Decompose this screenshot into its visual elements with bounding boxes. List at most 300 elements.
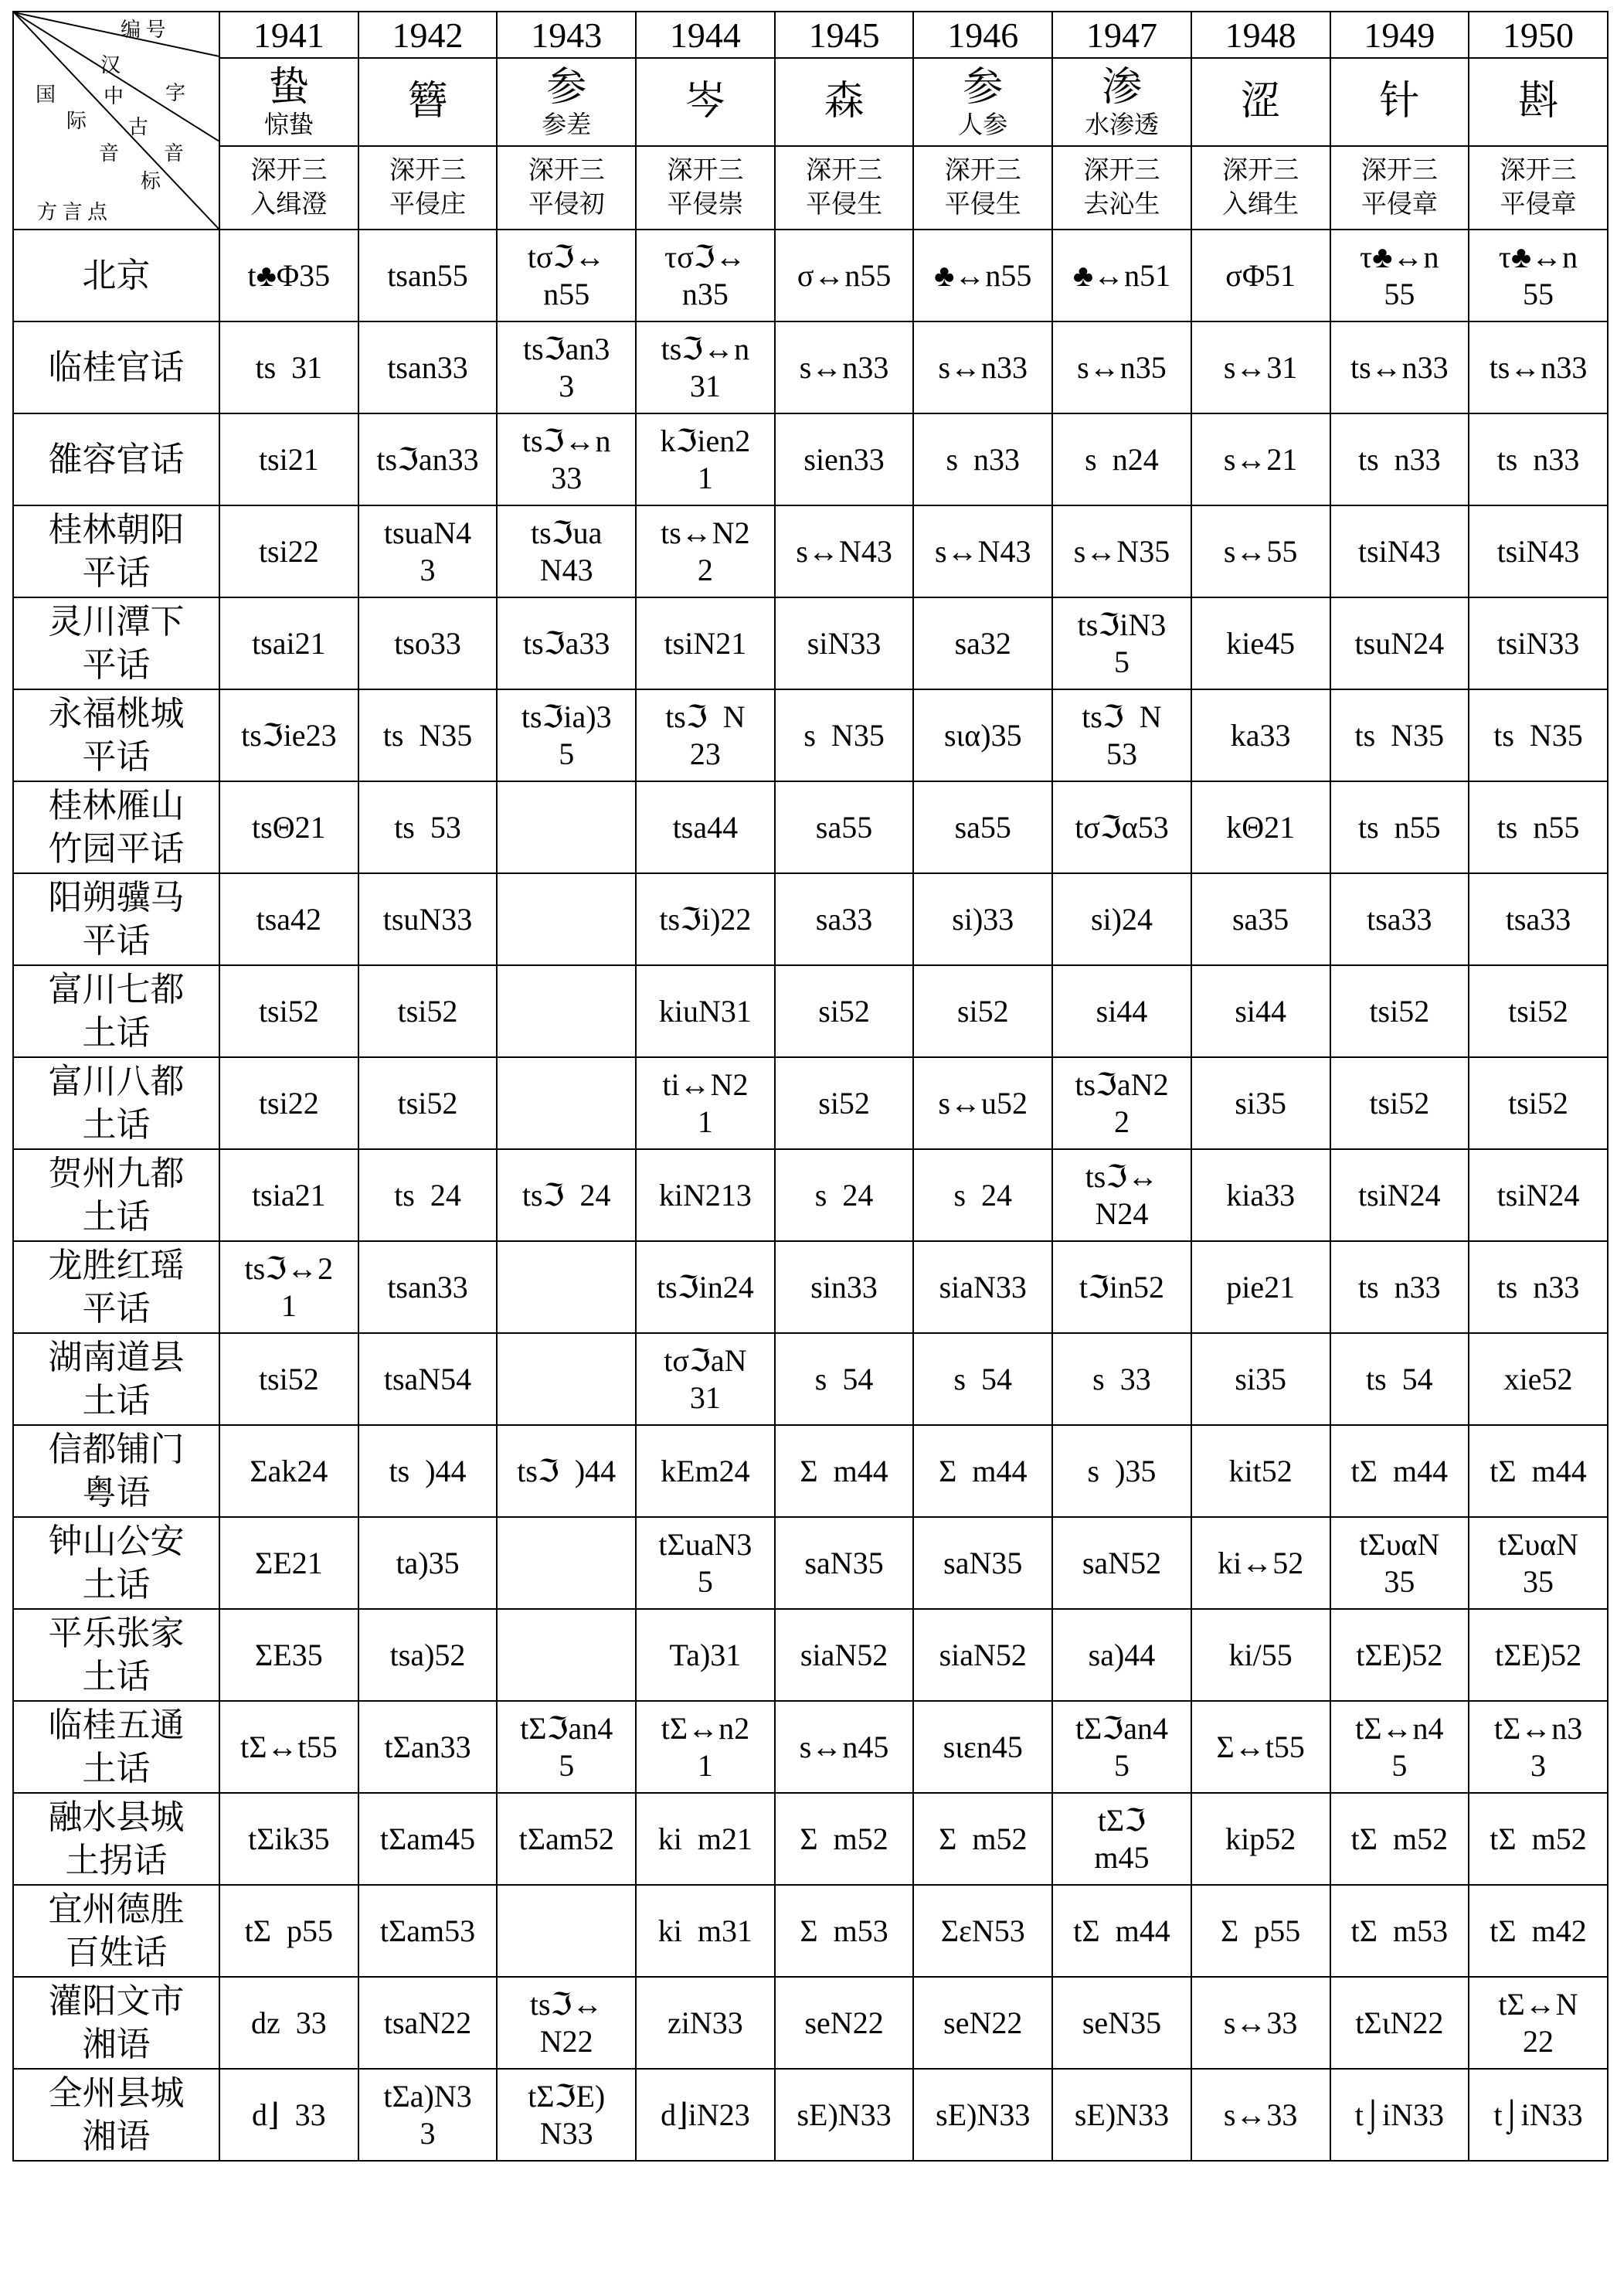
pronunciation-cell: tsi52 bbox=[1469, 965, 1608, 1057]
pronunciation-cell: ts n33 bbox=[1330, 1241, 1469, 1333]
character: 涩 bbox=[1240, 80, 1281, 124]
pronunciation-cell: kEm24 bbox=[636, 1425, 775, 1517]
pronunciation-cell: ts n33 bbox=[1469, 413, 1608, 505]
corner-label-yin-right: 音 bbox=[164, 142, 185, 165]
column-character bbox=[1052, 58, 1191, 146]
header-char-row bbox=[13, 58, 1608, 146]
pronunciation-cell: s↔33 bbox=[1191, 1977, 1330, 2069]
example-word: 水渗透 bbox=[1084, 111, 1159, 138]
pronunciation-cell: si52 bbox=[775, 1057, 914, 1149]
pronunciation-cell: Σ m44 bbox=[913, 1425, 1052, 1517]
pronunciation-cell: tsℑ 24 bbox=[497, 1149, 636, 1241]
pronunciation-cell: tΣ m44 bbox=[1052, 1885, 1191, 1977]
pronunciation-cell: si35 bbox=[1191, 1057, 1330, 1149]
dialect-location: 桂林朝阳 平话 bbox=[13, 505, 219, 597]
pronunciation-cell: τ♣↔n 55 bbox=[1469, 230, 1608, 321]
pronunciation-cell: tsi52 bbox=[1330, 1057, 1469, 1149]
pronunciation-cell: tsi52 bbox=[1330, 965, 1469, 1057]
pronunciation-cell: s↔31 bbox=[1191, 321, 1330, 413]
pronunciation-cell: kiN213 bbox=[636, 1149, 775, 1241]
dialect-location: 平乐张家 土话 bbox=[13, 1609, 219, 1701]
pronunciation-cell: tΣℑan4 5 bbox=[497, 1701, 636, 1793]
column-character bbox=[913, 58, 1052, 146]
pronunciation-cell: tsℑia)3 5 bbox=[497, 689, 636, 781]
corner-label-zi: 字 bbox=[165, 82, 186, 104]
dialect-location: 临桂官话 bbox=[13, 321, 219, 413]
table-row bbox=[13, 1701, 1608, 1793]
dialect-location: 雒容官话 bbox=[13, 413, 219, 505]
dialect-table bbox=[12, 11, 1609, 2162]
middle-chinese-position: 深开三 平侵崇 bbox=[636, 146, 775, 230]
pronunciation-cell: tsℑan3 3 bbox=[497, 321, 636, 413]
character: 参 bbox=[546, 66, 587, 110]
table-row bbox=[13, 597, 1608, 689]
pronunciation-cell: tΣ↔N 22 bbox=[1469, 1977, 1608, 2069]
pronunciation-cell: tℑin52 bbox=[1052, 1241, 1191, 1333]
pronunciation-cell: kie45 bbox=[1191, 597, 1330, 689]
table-row bbox=[13, 2069, 1608, 2161]
character: 蛰 bbox=[268, 66, 309, 110]
middle-chinese-position: 深开三 平侵生 bbox=[775, 146, 914, 230]
middle-chinese-position: 深开三 入缉生 bbox=[1191, 146, 1330, 230]
pronunciation-cell: tsan55 bbox=[358, 230, 498, 321]
pronunciation-cell: ts n33 bbox=[1330, 413, 1469, 505]
table-row bbox=[13, 321, 1608, 413]
column-character bbox=[1330, 58, 1469, 146]
pronunciation-cell: σΦ51 bbox=[1191, 230, 1330, 321]
dialect-location: 龙胜红瑶 平话 bbox=[13, 1241, 219, 1333]
pronunciation-cell: tΣℑE) N33 bbox=[497, 2069, 636, 2161]
middle-chinese-position: 深开三 入缉澄 bbox=[219, 146, 358, 230]
pronunciation-cell: tsiN33 bbox=[1469, 597, 1608, 689]
pronunciation-cell: tsai21 bbox=[219, 597, 358, 689]
pronunciation-cell: ♣↔n55 bbox=[913, 230, 1052, 321]
pronunciation-cell: s 54 bbox=[775, 1333, 914, 1425]
dialect-location: 灌阳文市 湘语 bbox=[13, 1977, 219, 2069]
column-number: 1944 bbox=[636, 12, 775, 58]
pronunciation-cell bbox=[497, 1241, 636, 1333]
pronunciation-cell: tΣE)52 bbox=[1469, 1609, 1608, 1701]
pronunciation-cell: sE)N33 bbox=[913, 2069, 1052, 2161]
pronunciation-cell: tsi52 bbox=[1469, 1057, 1608, 1149]
corner-label-ji: 际 bbox=[66, 110, 87, 132]
pronunciation-cell: tΣ↔n4 5 bbox=[1330, 1701, 1469, 1793]
corner-label-guo: 国 bbox=[36, 83, 56, 106]
pronunciation-cell: Σak24 bbox=[219, 1425, 358, 1517]
pronunciation-cell: tσℑaN 31 bbox=[636, 1333, 775, 1425]
pronunciation-cell: tsiN24 bbox=[1330, 1149, 1469, 1241]
pronunciation-cell: tsℑa33 bbox=[497, 597, 636, 689]
pronunciation-cell: ΣE35 bbox=[219, 1609, 358, 1701]
corner-header bbox=[13, 12, 219, 230]
pronunciation-cell: si52 bbox=[913, 965, 1052, 1057]
pronunciation-cell: tΣ↔t55 bbox=[219, 1701, 358, 1793]
pronunciation-cell: si)33 bbox=[913, 873, 1052, 965]
column-number: 1943 bbox=[497, 12, 636, 58]
pronunciation-cell: saN35 bbox=[775, 1517, 914, 1609]
example-word: 人参 bbox=[958, 111, 1008, 138]
pronunciation-cell: s↔N43 bbox=[775, 505, 914, 597]
pronunciation-cell: ki↔52 bbox=[1191, 1517, 1330, 1609]
column-number: 1948 bbox=[1191, 12, 1330, 58]
pronunciation-cell: tΣυαN 35 bbox=[1469, 1517, 1608, 1609]
pronunciation-cell: tsa33 bbox=[1469, 873, 1608, 965]
pronunciation-cell: tsℑ↔n 33 bbox=[497, 413, 636, 505]
column-character bbox=[219, 58, 358, 146]
character: 岑 bbox=[685, 80, 725, 124]
pronunciation-cell: saN35 bbox=[913, 1517, 1052, 1609]
pronunciation-cell: d⌋iN23 bbox=[636, 2069, 775, 2161]
character: 参 bbox=[963, 66, 1004, 110]
pronunciation-cell: tsuN33 bbox=[358, 873, 498, 965]
pronunciation-cell: sa55 bbox=[913, 781, 1052, 873]
pronunciation-cell: ts 31 bbox=[219, 321, 358, 413]
pronunciation-cell bbox=[497, 873, 636, 965]
pronunciation-cell: seN22 bbox=[775, 1977, 914, 2069]
pronunciation-cell: Σ m52 bbox=[775, 1793, 914, 1885]
dialect-location: 宜州德胜 百姓话 bbox=[13, 1885, 219, 1977]
pronunciation-cell: ts N35 bbox=[1330, 689, 1469, 781]
pronunciation-cell: tsℑ↔ N24 bbox=[1052, 1149, 1191, 1241]
table-row bbox=[13, 1609, 1608, 1701]
pronunciation-cell: ts N35 bbox=[358, 689, 498, 781]
pronunciation-cell: s 24 bbox=[913, 1149, 1052, 1241]
pronunciation-cell: tΣuaN3 5 bbox=[636, 1517, 775, 1609]
pronunciation-cell bbox=[497, 1885, 636, 1977]
pronunciation-cell: tsiN24 bbox=[1469, 1149, 1608, 1241]
pronunciation-cell: tΣ↔n2 1 bbox=[636, 1701, 775, 1793]
dialect-location: 贺州九都 土话 bbox=[13, 1149, 219, 1241]
pronunciation-cell: ki m21 bbox=[636, 1793, 775, 1885]
pronunciation-cell: ts n33 bbox=[1469, 1241, 1608, 1333]
pronunciation-cell: ts n55 bbox=[1330, 781, 1469, 873]
pronunciation-cell: siaN52 bbox=[775, 1609, 914, 1701]
pronunciation-cell: t⌡iN33 bbox=[1469, 2069, 1608, 2161]
pronunciation-cell: tΣυαN 35 bbox=[1330, 1517, 1469, 1609]
pronunciation-cell: ti↔N2 1 bbox=[636, 1057, 775, 1149]
pronunciation-cell: kia33 bbox=[1191, 1149, 1330, 1241]
pronunciation-cell: tsℑua N43 bbox=[497, 505, 636, 597]
pronunciation-cell: tsℑie23 bbox=[219, 689, 358, 781]
pronunciation-cell: tsuaN4 3 bbox=[358, 505, 498, 597]
pronunciation-cell: sια)35 bbox=[913, 689, 1052, 781]
pronunciation-cell: s 33 bbox=[1052, 1333, 1191, 1425]
pronunciation-cell: tsaN54 bbox=[358, 1333, 498, 1425]
pronunciation-cell: τ♣↔n 55 bbox=[1330, 230, 1469, 321]
pronunciation-cell: tsℑ )44 bbox=[497, 1425, 636, 1517]
dialect-location: 桂林雁山 竹园平话 bbox=[13, 781, 219, 873]
pronunciation-cell: tΣa)N3 3 bbox=[358, 2069, 498, 2161]
table-row bbox=[13, 505, 1608, 597]
pronunciation-cell: si35 bbox=[1191, 1333, 1330, 1425]
pronunciation-cell: Σ↔t55 bbox=[1191, 1701, 1330, 1793]
pronunciation-cell: tΣan33 bbox=[358, 1701, 498, 1793]
pronunciation-cell: s↔21 bbox=[1191, 413, 1330, 505]
dialect-location: 富川八都 土话 bbox=[13, 1057, 219, 1149]
pronunciation-cell: ts↔N2 2 bbox=[636, 505, 775, 597]
example-word: 参差 bbox=[542, 111, 592, 138]
column-character bbox=[497, 58, 636, 146]
pronunciation-cell: s )35 bbox=[1052, 1425, 1191, 1517]
pronunciation-cell: tΣ m44 bbox=[1330, 1425, 1469, 1517]
pronunciation-cell: tsiN21 bbox=[636, 597, 775, 689]
pronunciation-cell: sE)N33 bbox=[775, 2069, 914, 2161]
pronunciation-cell: ts 24 bbox=[358, 1149, 498, 1241]
pronunciation-cell: ΣE21 bbox=[219, 1517, 358, 1609]
table-row bbox=[13, 965, 1608, 1057]
pronunciation-cell: ki m31 bbox=[636, 1885, 775, 1977]
pronunciation-cell: d⌋ 33 bbox=[219, 2069, 358, 2161]
pronunciation-cell: ki/55 bbox=[1191, 1609, 1330, 1701]
pronunciation-cell: saN52 bbox=[1052, 1517, 1191, 1609]
pronunciation-cell: tsi22 bbox=[219, 505, 358, 597]
middle-chinese-position: 深开三 去沁生 bbox=[1052, 146, 1191, 230]
pronunciation-cell: tsan33 bbox=[358, 1241, 498, 1333]
pronunciation-cell: ta)35 bbox=[358, 1517, 498, 1609]
pronunciation-cell: sin33 bbox=[775, 1241, 914, 1333]
pronunciation-cell: tΣam53 bbox=[358, 1885, 498, 1977]
pronunciation-cell: tsaN22 bbox=[358, 1977, 498, 2069]
pronunciation-cell: s 54 bbox=[913, 1333, 1052, 1425]
pronunciation-cell: ♣↔n51 bbox=[1052, 230, 1191, 321]
character: 针 bbox=[1379, 80, 1420, 124]
corner-diagonal-lines bbox=[14, 12, 219, 229]
pronunciation-cell: si)24 bbox=[1052, 873, 1191, 965]
pronunciation-cell: tsℑin24 bbox=[636, 1241, 775, 1333]
pronunciation-cell: tsℑ N 23 bbox=[636, 689, 775, 781]
pronunciation-cell: si52 bbox=[775, 965, 914, 1057]
pronunciation-cell: sE)N33 bbox=[1052, 2069, 1191, 2161]
pronunciation-cell: ts N35 bbox=[1469, 689, 1608, 781]
pronunciation-cell: tsℑan33 bbox=[358, 413, 498, 505]
pronunciation-cell: tsℑ↔2 1 bbox=[219, 1241, 358, 1333]
pronunciation-cell: kℑien2 1 bbox=[636, 413, 775, 505]
pronunciation-cell: s↔33 bbox=[1191, 2069, 1330, 2161]
table-row bbox=[13, 689, 1608, 781]
pronunciation-cell: tsuN24 bbox=[1330, 597, 1469, 689]
dialect-location: 湖南道县 土话 bbox=[13, 1333, 219, 1425]
pronunciation-cell: s n24 bbox=[1052, 413, 1191, 505]
column-number: 1941 bbox=[219, 12, 358, 58]
pronunciation-cell: ts n55 bbox=[1469, 781, 1608, 873]
pronunciation-cell: tsℑ↔n 31 bbox=[636, 321, 775, 413]
pronunciation-cell: s 24 bbox=[775, 1149, 914, 1241]
pronunciation-cell: tΣ↔n3 3 bbox=[1469, 1701, 1608, 1793]
table-row bbox=[13, 1425, 1608, 1517]
pronunciation-cell: tσℑ↔ n55 bbox=[497, 230, 636, 321]
dialect-location: 信都铺门 粤语 bbox=[13, 1425, 219, 1517]
pronunciation-cell: tΣ m53 bbox=[1330, 1885, 1469, 1977]
pronunciation-cell: tΣ m52 bbox=[1330, 1793, 1469, 1885]
pronunciation-cell: sa)44 bbox=[1052, 1609, 1191, 1701]
pronunciation-cell: kiuN31 bbox=[636, 965, 775, 1057]
column-character bbox=[358, 58, 498, 146]
pronunciation-cell: tsi52 bbox=[219, 965, 358, 1057]
pronunciation-cell: s n33 bbox=[913, 413, 1052, 505]
pronunciation-cell: tΣ m44 bbox=[1469, 1425, 1608, 1517]
pronunciation-cell: tΣℑ m45 bbox=[1052, 1793, 1191, 1885]
pronunciation-cell: tsan33 bbox=[358, 321, 498, 413]
dialect-location: 永福桃城 平话 bbox=[13, 689, 219, 781]
middle-chinese-position: 深开三 平侵章 bbox=[1469, 146, 1608, 230]
pronunciation-cell: tΣ m52 bbox=[1469, 1793, 1608, 1885]
pronunciation-cell: tsℑi)22 bbox=[636, 873, 775, 965]
pronunciation-cell: sa32 bbox=[913, 597, 1052, 689]
character: 斟 bbox=[1518, 80, 1559, 124]
pronunciation-cell: tsia21 bbox=[219, 1149, 358, 1241]
pronunciation-cell: siaN33 bbox=[913, 1241, 1052, 1333]
pronunciation-cell: s↔n33 bbox=[775, 321, 914, 413]
dialect-location: 融水县城 土拐话 bbox=[13, 1793, 219, 1885]
pronunciation-cell: tσℑα53 bbox=[1052, 781, 1191, 873]
pronunciation-cell: tsΘ21 bbox=[219, 781, 358, 873]
pronunciation-cell: tsℑ↔ N22 bbox=[497, 1977, 636, 2069]
pronunciation-cell bbox=[497, 1609, 636, 1701]
pronunciation-cell: tsℑ N 53 bbox=[1052, 689, 1191, 781]
pronunciation-cell: s N35 bbox=[775, 689, 914, 781]
table-row bbox=[13, 1333, 1608, 1425]
character: 簪 bbox=[407, 80, 448, 124]
pronunciation-cell: ts )44 bbox=[358, 1425, 498, 1517]
pronunciation-cell: sιεn45 bbox=[913, 1701, 1052, 1793]
pronunciation-cell: Ta)31 bbox=[636, 1609, 775, 1701]
middle-chinese-position: 深开三 平侵章 bbox=[1330, 146, 1469, 230]
table-row bbox=[13, 1149, 1608, 1241]
pronunciation-cell bbox=[497, 1057, 636, 1149]
pronunciation-cell: s↔55 bbox=[1191, 505, 1330, 597]
column-number: 1946 bbox=[913, 12, 1052, 58]
middle-chinese-position: 深开三 平侵生 bbox=[913, 146, 1052, 230]
pronunciation-cell: tsi52 bbox=[358, 965, 498, 1057]
pronunciation-cell: s↔u52 bbox=[913, 1057, 1052, 1149]
pronunciation-cell: sien33 bbox=[775, 413, 914, 505]
character: 森 bbox=[824, 80, 865, 124]
pronunciation-cell: ts↔n33 bbox=[1469, 321, 1608, 413]
column-number: 1942 bbox=[358, 12, 498, 58]
pronunciation-cell: dz 33 bbox=[219, 1977, 358, 2069]
pronunciation-cell: t♣Φ35 bbox=[219, 230, 358, 321]
pronunciation-cell: Σ m52 bbox=[913, 1793, 1052, 1885]
dialect-location: 临桂五通 土话 bbox=[13, 1701, 219, 1793]
corner-label-zhong: 中 bbox=[104, 85, 124, 107]
pronunciation-cell: tΣam45 bbox=[358, 1793, 498, 1885]
corner-label-dialect: 方 言 点 bbox=[37, 201, 108, 223]
corner-label-number: 编 号 bbox=[121, 19, 166, 41]
pronunciation-cell: τσℑ↔ n35 bbox=[636, 230, 775, 321]
dialect-location: 灵川潭下 平话 bbox=[13, 597, 219, 689]
pronunciation-cell: tΣ p55 bbox=[219, 1885, 358, 1977]
pronunciation-cell: tΣιN22 bbox=[1330, 1977, 1469, 2069]
pronunciation-cell: ts↔n33 bbox=[1330, 321, 1469, 413]
pronunciation-cell: seN35 bbox=[1052, 1977, 1191, 2069]
pronunciation-cell: s↔N35 bbox=[1052, 505, 1191, 597]
table-row bbox=[13, 873, 1608, 965]
table-row bbox=[13, 1517, 1608, 1609]
pronunciation-cell: tΣam52 bbox=[497, 1793, 636, 1885]
pronunciation-cell: tΣik35 bbox=[219, 1793, 358, 1885]
pronunciation-cell: siaN52 bbox=[913, 1609, 1052, 1701]
pronunciation-cell: Σ p55 bbox=[1191, 1885, 1330, 1977]
middle-chinese-position: 深开三 平侵初 bbox=[497, 146, 636, 230]
pronunciation-cell bbox=[497, 781, 636, 873]
pronunciation-cell: tΣE)52 bbox=[1330, 1609, 1469, 1701]
pronunciation-cell bbox=[497, 1517, 636, 1609]
pronunciation-cell: seN22 bbox=[913, 1977, 1052, 2069]
pronunciation-cell: tsℑaN2 2 bbox=[1052, 1057, 1191, 1149]
pronunciation-cell: Σ m53 bbox=[775, 1885, 914, 1977]
table-row bbox=[13, 1885, 1608, 1977]
pronunciation-cell bbox=[497, 1333, 636, 1425]
pronunciation-cell: tsiN43 bbox=[1330, 505, 1469, 597]
column-character bbox=[1191, 58, 1330, 146]
dialect-location: 钟山公安 土话 bbox=[13, 1517, 219, 1609]
middle-chinese-position: 深开三 平侵庄 bbox=[358, 146, 498, 230]
pronunciation-cell: tso33 bbox=[358, 597, 498, 689]
pronunciation-cell: kΘ21 bbox=[1191, 781, 1330, 873]
pronunciation-cell: tsa42 bbox=[219, 873, 358, 965]
pronunciation-cell: ka33 bbox=[1191, 689, 1330, 781]
pronunciation-cell: tsa)52 bbox=[358, 1609, 498, 1701]
pronunciation-cell: ΣεN53 bbox=[913, 1885, 1052, 1977]
column-number: 1950 bbox=[1469, 12, 1608, 58]
pronunciation-cell: Σ m44 bbox=[775, 1425, 914, 1517]
table-row bbox=[13, 1977, 1608, 2069]
pronunciation-cell: xie52 bbox=[1469, 1333, 1608, 1425]
pronunciation-cell: ziN33 bbox=[636, 1977, 775, 2069]
pronunciation-cell: s↔n33 bbox=[913, 321, 1052, 413]
column-character bbox=[1469, 58, 1608, 146]
dialect-location: 全州县城 湘语 bbox=[13, 2069, 219, 2161]
pronunciation-cell: ts 54 bbox=[1330, 1333, 1469, 1425]
header-number-row bbox=[13, 12, 1608, 58]
pronunciation-cell: t⌡iN33 bbox=[1330, 2069, 1469, 2161]
column-character bbox=[636, 58, 775, 146]
pronunciation-cell: tsi52 bbox=[219, 1333, 358, 1425]
pronunciation-cell: tsa33 bbox=[1330, 873, 1469, 965]
pronunciation-cell: sa55 bbox=[775, 781, 914, 873]
pronunciation-cell bbox=[497, 965, 636, 1057]
pronunciation-cell: tΣ m42 bbox=[1469, 1885, 1608, 1977]
pronunciation-cell: ts 53 bbox=[358, 781, 498, 873]
pronunciation-cell: tΣℑan4 5 bbox=[1052, 1701, 1191, 1793]
pronunciation-cell: s↔N43 bbox=[913, 505, 1052, 597]
pronunciation-cell: pie21 bbox=[1191, 1241, 1330, 1333]
pronunciation-cell: sa35 bbox=[1191, 873, 1330, 965]
table-row bbox=[13, 1793, 1608, 1885]
dialect-location: 富川七都 土话 bbox=[13, 965, 219, 1057]
pronunciation-cell: kip52 bbox=[1191, 1793, 1330, 1885]
pronunciation-cell: tsℑiN3 5 bbox=[1052, 597, 1191, 689]
corner-label-yin-left: 音 bbox=[99, 142, 120, 165]
pronunciation-cell: tsi52 bbox=[358, 1057, 498, 1149]
example-word: 惊蛰 bbox=[263, 111, 314, 138]
pronunciation-cell: s↔n35 bbox=[1052, 321, 1191, 413]
pronunciation-cell: si44 bbox=[1191, 965, 1330, 1057]
pronunciation-cell: tsa44 bbox=[636, 781, 775, 873]
corner-label-han: 汉 bbox=[100, 54, 121, 77]
table-row bbox=[13, 1057, 1608, 1149]
pronunciation-cell: siN33 bbox=[775, 597, 914, 689]
column-number: 1949 bbox=[1330, 12, 1469, 58]
corner-label-biao: 标 bbox=[141, 170, 161, 192]
table-row bbox=[13, 230, 1608, 321]
table-row bbox=[13, 413, 1608, 505]
column-number: 1947 bbox=[1052, 12, 1191, 58]
pronunciation-cell: tsiN43 bbox=[1469, 505, 1608, 597]
dialect-location: 阳朔骥马 平话 bbox=[13, 873, 219, 965]
pronunciation-cell: tsi22 bbox=[219, 1057, 358, 1149]
pronunciation-cell: σ↔n55 bbox=[775, 230, 914, 321]
